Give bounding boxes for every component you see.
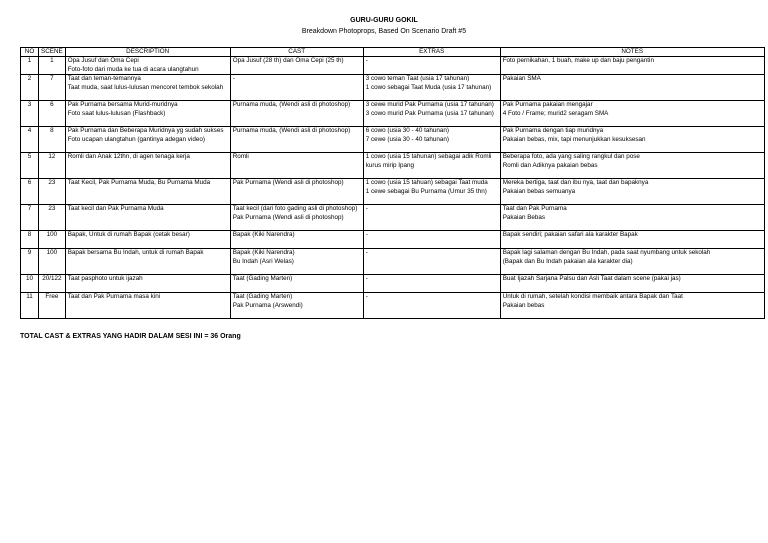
cell-cast-line: Romli <box>232 153 249 161</box>
cell-description-line: Taat dan Pak Purnama masa kini <box>67 293 161 301</box>
cell-notes-line: (Bapak dan Bu Indah pakaian ala karakter dia) <box>502 257 633 265</box>
table-row <box>21 127 765 153</box>
cell-cast <box>230 249 363 275</box>
cell-extras-line: 3 cowo murid Pak Purnama (usia 17 tahunan) <box>365 109 494 117</box>
table-row <box>21 205 765 231</box>
table-row <box>21 275 765 293</box>
cell-no: 7 <box>21 205 39 231</box>
cell-extras <box>363 249 500 275</box>
cell-notes <box>500 231 764 249</box>
column-header-extras: EXTRAS <box>363 48 500 57</box>
cell-extras <box>363 231 500 249</box>
cell-scene: Free <box>39 293 66 319</box>
cell-cast <box>230 275 363 293</box>
cell-description <box>65 293 230 319</box>
cell-extras <box>363 153 500 179</box>
cell-extras-line: - <box>365 57 368 65</box>
cell-no: 5 <box>21 153 39 179</box>
cell-notes-line: Bapak lagi salaman dengan Bu Indah, pada saat nyumbang untuk sekolah <box>502 249 711 257</box>
cell-no: 6 <box>21 179 39 205</box>
cell-scene: 100 <box>39 249 66 275</box>
cell-no: 4 <box>21 127 39 153</box>
cell-cast-line: Taat (Gading Marten) <box>232 275 293 283</box>
table-row <box>21 179 765 205</box>
cell-notes-line: Buat Ijazah Sarjana Palsu dan Asli Taat dalam scene (pakai jas) <box>502 275 681 283</box>
cell-notes <box>500 179 764 205</box>
cell-extras <box>363 57 500 75</box>
cell-extras-line: 1 cowo (usia 15 tahunan) sebagai adik Romli <box>365 153 492 161</box>
cell-description-line: Romli dan Anak 12thn, di agen tenaga kerja <box>67 153 190 161</box>
cell-extras-line: - <box>365 249 368 257</box>
cell-no: 11 <box>21 293 39 319</box>
cell-no: 8 <box>21 231 39 249</box>
cell-description <box>65 179 230 205</box>
cell-cast <box>230 153 363 179</box>
cell-scene: 23 <box>39 179 66 205</box>
cell-notes-line: Taat dan Pak Purnama <box>502 205 567 213</box>
cell-scene: 7 <box>39 75 66 101</box>
cell-no: 1 <box>21 57 39 75</box>
cell-cast-line: Opa Jusuf (28 th) dan Oma Cepi (25 th) <box>232 57 344 65</box>
cell-description <box>65 101 230 127</box>
cell-notes-line: Pak Purnama pakaian mengajar <box>502 101 593 109</box>
cell-scene: 100 <box>39 231 66 249</box>
cell-extras-line: - <box>365 293 368 301</box>
cell-no: 10 <box>21 275 39 293</box>
cell-no: 9 <box>21 249 39 275</box>
cell-cast-line: Purnama muda, (Wendi asli di photoshop) <box>232 101 351 109</box>
column-header-cast: CAST <box>230 48 363 57</box>
cell-description <box>65 57 230 75</box>
cell-cast-line: Taat kecil (dari foto gading asli di photoshop) <box>232 205 358 213</box>
cell-cast <box>230 179 363 205</box>
table-row <box>21 101 765 127</box>
cell-scene: 12 <box>39 153 66 179</box>
cell-notes-line: Romli dan Adiknya pakaian bebas <box>502 161 598 169</box>
cell-notes <box>500 127 764 153</box>
cell-cast-line: Pak Purnama (Wendi asli di photoshop) <box>232 213 344 221</box>
cell-description <box>65 75 230 101</box>
cell-cast-line: - <box>232 75 235 83</box>
cell-description-line: Opa Jusuf dan Oma Cepi <box>67 57 139 65</box>
cell-scene: 8 <box>39 127 66 153</box>
document-subtitle: Breakdown Photoprops, Based On Scenario Draft #5 <box>301 28 467 35</box>
cell-notes-line: Mereka bertiga, taat dan ibu nya, taat dan bapaknya <box>502 179 649 187</box>
column-header-no: NO <box>21 48 39 57</box>
cell-notes <box>500 101 764 127</box>
column-header-description: DESCRIPTION <box>65 48 230 57</box>
cell-notes-line: Pakaian bebas, mix, tapi menunjukkan kesuksesan <box>502 135 646 143</box>
cell-scene: 1 <box>39 57 66 75</box>
cell-notes <box>500 205 764 231</box>
cell-extras <box>363 101 500 127</box>
cell-extras-line: 3 cewe murid Pak Purnama (usia 17 tahunan) <box>365 101 494 109</box>
cell-extras-line: 7 cewe (usia 30 - 40 tahunan) <box>365 135 450 143</box>
cell-notes-line: Pakaian bebas <box>502 301 545 309</box>
cell-notes <box>500 249 764 275</box>
cell-cast <box>230 231 363 249</box>
table-header-row <box>21 48 765 57</box>
cell-cast-line: Bapak (Kiki Narendra) <box>232 249 295 257</box>
total-summary: TOTAL CAST & EXTRAS YANG HADIR DALAM SESI INI = 36 Orang <box>20 333 241 340</box>
cell-notes-line: Pakaian Bebas <box>502 213 546 221</box>
column-header-notes: NOTES <box>500 48 764 57</box>
cell-notes <box>500 153 764 179</box>
cell-description <box>65 249 230 275</box>
cell-extras <box>363 75 500 101</box>
cell-cast-line: Bu Indah (Asri Welas) <box>232 257 294 265</box>
cell-cast-line: Pak Purnama (Arswendi) <box>232 301 303 309</box>
cell-extras-line: - <box>365 231 368 239</box>
cell-scene: 6 <box>39 101 66 127</box>
column-header-scene: SCENE <box>39 48 66 57</box>
cell-description-line: Foto-foto dari muda ke tua di acara ulangtahun <box>67 65 199 73</box>
cell-description-line: Taat dan teman-temannya <box>67 75 141 83</box>
cell-notes <box>500 75 764 101</box>
table-row <box>21 153 765 179</box>
cell-scene: 20/122 <box>39 275 66 293</box>
cell-notes <box>500 275 764 293</box>
cell-extras-line: 1 cowo (usia 15 tahuan) sebagai Taat muda <box>365 179 488 187</box>
cell-extras-line: - <box>365 275 368 283</box>
cell-extras <box>363 293 500 319</box>
cell-description <box>65 127 230 153</box>
cell-description-line: Taat muda, saat lulus-lulusan mencoret tembok sekolah <box>67 83 224 91</box>
cell-notes-line: 4 Foto / Frame; murid2 seragam SMA <box>502 109 609 117</box>
cell-notes-line: Beberapa foto, ada yang saling rangkul dan pose <box>502 153 640 161</box>
cell-description-line: Foto saat lulus-lulusan (Flashback) <box>67 109 166 117</box>
cell-description <box>65 275 230 293</box>
cell-scene: 23 <box>39 205 66 231</box>
table-row <box>21 231 765 249</box>
cell-extras-line: 6 cowo (usia 30 - 40 tahunan) <box>365 127 450 135</box>
table-row <box>21 249 765 275</box>
cell-no: 2 <box>21 75 39 101</box>
cell-extras-line: kurus mirip Ipang <box>365 161 414 169</box>
cell-notes <box>500 57 764 75</box>
breakdown-table <box>20 47 765 319</box>
cell-no: 3 <box>21 101 39 127</box>
table-row <box>21 75 765 101</box>
cell-cast <box>230 75 363 101</box>
cell-cast-line: Purnama muda, (Wendi asli di photoshop) <box>232 127 351 135</box>
cell-extras <box>363 179 500 205</box>
cell-notes <box>500 293 764 319</box>
table-row <box>21 57 765 75</box>
cell-description-line: Taat Kecil, Pak Purnama Muda, Bu Purnama Muda <box>67 179 211 187</box>
cell-description-line: Pak Purnama bersama Murid-muridnya <box>67 101 178 109</box>
cell-description-line: Pak Purnama dan Beberapa Muridnya yg sudah sukses <box>67 127 224 135</box>
cell-extras-line: 1 cowo sebagai Taat Muda (usia 17 tahunan) <box>365 83 492 91</box>
cell-cast <box>230 127 363 153</box>
cell-cast <box>230 101 363 127</box>
cell-notes-line: Pakaian bebas semuanya <box>502 187 576 195</box>
cell-extras-line: 3 cowo teman Taat (usia 17 tahunan) <box>365 75 470 83</box>
cell-extras-line: - <box>365 205 368 213</box>
cell-cast-line: Pak Purnama (Wendi asli di photoshop) <box>232 179 344 187</box>
cell-cast <box>230 293 363 319</box>
cell-notes-line: Pak Purnama dengan tiap muridnya <box>502 127 604 135</box>
cell-description-line: Bapak, Untuk di rumah Bapak (cetak besar) <box>67 231 190 239</box>
cell-extras <box>363 205 500 231</box>
cell-notes-line: Untuk di rumah, setelah kondisi membaik antara Bapak dan Taat <box>502 293 683 301</box>
cell-extras <box>363 127 500 153</box>
cell-cast-line: Taat (Gading Marten) <box>232 293 293 301</box>
cell-description-line: Taat kecil dan Pak Purnama Muda <box>67 205 164 213</box>
cell-cast <box>230 57 363 75</box>
cell-description <box>65 205 230 231</box>
cell-notes-line: Pakaian SMA <box>502 75 541 83</box>
cell-description-line: Bapak bersama Bu Indah, untuk di rumah Bapak <box>67 249 204 257</box>
cell-cast-line: Bapak (Kiki Narendra) <box>232 231 295 239</box>
cell-extras <box>363 275 500 293</box>
cell-description-line: Foto ucapan ulangtahun (gantinya adegan video) <box>67 135 205 143</box>
cell-extras-line: 1 cewe sebagai Bu Purnama (Umur 35 thn) <box>365 187 487 195</box>
table-row <box>21 293 765 319</box>
cell-description-line: Taat pasphoto untuk ijazah <box>67 275 143 283</box>
cell-cast <box>230 205 363 231</box>
cell-notes-line: Bapak sendiri; pakaian safari ala karakter Bapak <box>502 231 638 239</box>
cell-description <box>65 231 230 249</box>
cell-description <box>65 153 230 179</box>
cell-notes-line: Foto pernikahan, 1 buah, make up dan baju pengantin <box>502 57 654 65</box>
document-title: GURU-GURU GOKIL <box>350 17 418 24</box>
